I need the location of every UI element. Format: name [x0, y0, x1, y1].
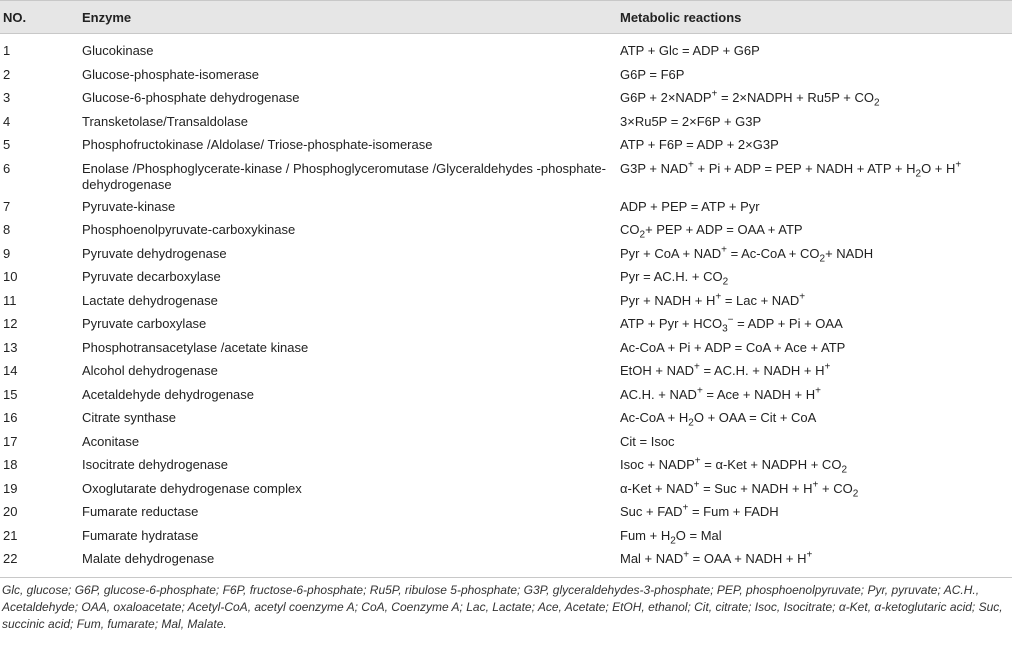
row-enzyme: Alcohol dehydrogenase — [82, 363, 218, 378]
row-reaction: Fum + $H_2O$ = Mal — [620, 527, 722, 547]
row-reaction: $CO_2+$ PEP + ADP = OAA + ATP — [620, 222, 803, 241]
row-reaction: α-Ket + NAD+ = Suc + NADH + $H^+ + CO_2$ — [620, 479, 859, 500]
row-reaction: AC.H. + NAD+ = Ace + NADH + H+ — [620, 385, 821, 402]
table-row — [0, 455, 1012, 479]
table-row — [0, 385, 1012, 409]
table-row — [0, 502, 1012, 526]
row-reaction: Pyr + CoA + $NAD^+ = Ac-CoA + CO_2+$ NADH — [620, 244, 874, 265]
row-number: 7 — [3, 198, 11, 214]
row-enzyme: Malate dehydrogenase — [82, 551, 215, 566]
row-number: 9 — [3, 245, 11, 261]
row-enzyme: Pyruvate-kinase — [82, 198, 176, 214]
table-row — [0, 408, 1012, 432]
table-row — [0, 112, 1012, 136]
row-enzyme: Phosphofructokinase /Aldolase/ Triose-phosphate-isomerase — [82, 137, 433, 152]
table-row — [0, 267, 1012, 291]
header-no: NO. — [3, 9, 27, 25]
row-reaction: ATP + F6P = ADP + 2×G3P — [620, 137, 779, 152]
row-reaction: ATP + Glc = ADP + G6P — [620, 43, 760, 58]
row-number: 15 — [3, 386, 18, 402]
table-row — [0, 361, 1012, 385]
row-number: 6 — [3, 160, 11, 176]
row-enzyme: Fumarate reductase — [82, 504, 199, 519]
row-enzyme: Acetaldehyde dehydrogenase — [82, 386, 255, 402]
table-row — [0, 432, 1012, 456]
row-number: 2 — [3, 66, 11, 82]
table-row — [0, 220, 1012, 244]
row-number: 19 — [3, 480, 18, 496]
table-row — [0, 291, 1012, 315]
row-number: 17 — [3, 433, 18, 449]
row-number: 4 — [3, 113, 11, 129]
table-header — [0, 0, 1012, 34]
row-enzyme: Enolase /Phosphoglycerate-kinase / Phosphoglyceromutase /Glyceraldehydes -phosphate-dehydrogenase — [82, 160, 606, 192]
row-enzyme: Pyruvate carboxylase — [82, 316, 207, 331]
row-reaction: G6P = F6P — [620, 66, 685, 82]
table-row — [0, 88, 1012, 112]
row-reaction: Cit = Isoc — [620, 433, 675, 449]
row-number: 13 — [3, 339, 18, 355]
row-enzyme: Pyruvate dehydrogenase — [82, 245, 227, 261]
table-row — [0, 135, 1012, 159]
table-row — [0, 244, 1012, 268]
row-number: 10 — [3, 269, 18, 284]
table-row — [0, 197, 1012, 221]
row-reaction: ATP + Pyr + $HCO_3^-$ = ADP + Pi + OAA — [620, 314, 843, 335]
row-enzyme: Isocitrate dehydrogenase — [82, 457, 228, 472]
table-row — [0, 526, 1012, 550]
row-reaction: $Ac-CoA + H_2O$ + OAA = Cit + CoA — [620, 410, 817, 429]
row-reaction: Pyr + NADH + H+ = Lac + NAD+ — [620, 291, 806, 308]
row-number: 1 — [3, 43, 11, 58]
row-enzyme: Glucose-6-phosphate dehydrogenase — [82, 90, 300, 105]
row-enzyme: Lactate dehydrogenase — [82, 292, 218, 308]
row-number: 12 — [3, 316, 18, 331]
table-row — [0, 159, 1012, 197]
row-reaction: EtOH + NAD+ = AC.H. + NADH + H+ — [620, 361, 831, 378]
table-row — [0, 41, 1012, 65]
row-number: 22 — [3, 551, 18, 566]
row-enzyme: Fumarate hydratase — [82, 527, 199, 543]
row-enzyme: Citrate synthase — [82, 410, 176, 425]
row-enzyme: Glucokinase — [82, 43, 154, 58]
row-reaction: G6P + 2×NADP+ = 2×NADPH + $Ru5P + CO_2$ — [620, 88, 880, 109]
row-enzyme: Oxoglutarate dehydrogenase complex — [82, 480, 302, 496]
row-reaction: ADP + PEP = ATP + Pyr — [620, 198, 760, 214]
table-body — [0, 34, 1012, 573]
row-reaction: 3×Ru5P = 2×F6P + G3P — [620, 113, 762, 129]
row-number: 8 — [3, 222, 11, 237]
row-enzyme: Phosphoenolpyruvate-carboxykinase — [82, 222, 296, 237]
row-reaction: G3P + NAD+ + Pi + ADP = PEP + NADH + ATP + $H_2O + H^+$ — [620, 159, 962, 180]
row-enzyme: Phosphotransacetylase /acetate kinase — [82, 339, 309, 355]
table-row — [0, 65, 1012, 89]
row-number: 5 — [3, 137, 11, 152]
row-number: 18 — [3, 457, 18, 472]
row-number: 20 — [3, 504, 18, 519]
row-reaction: Isoc + NADP+ = α-Ket + NADPH + $CO_2$ — [620, 455, 847, 476]
table-row — [0, 549, 1012, 573]
row-enzyme: Transketolase/Transaldolase — [82, 113, 248, 129]
row-reaction: Pyr = AC.H. + $CO_2$ — [620, 269, 729, 288]
table-row — [0, 479, 1012, 503]
row-number: 3 — [3, 90, 11, 105]
row-number: 16 — [3, 410, 18, 425]
row-enzyme: Pyruvate decarboxylase — [82, 269, 221, 284]
row-number: 14 — [3, 363, 18, 378]
row-reaction: Suc + FAD+ = Fum + FADH — [620, 502, 779, 519]
row-enzyme: Aconitase — [82, 433, 140, 449]
header-reactions: Metabolic reactions — [620, 9, 742, 25]
table-footnote: Glc, glucose; G6P, glucose-6-phosphate; F6P, fructose-6-phosphate; Ru5P, ribulose 5-phosphate; G3P, glyceraldehydes-3-phosphate; PEP, phosphoenolpyruvate; Pyr, pyruvate; AC.H., Acetaldehyde; OAA, oxaloacetate; Acetyl-CoA, acetyl coenzyme A; CoA, Coenzyme A; Lac, Lactate; Ace, Acetate; EtOH, ethanol; Cit, citrate; Isoc, Isocitrate; α-Ket, α-ketoglutaric acid; Suc, succinic acid; Fum, fumarate; Mal, Malate. — [2, 582, 1003, 631]
table-row — [0, 338, 1012, 362]
row-number: 21 — [3, 527, 18, 543]
row-enzyme: Glucose-phosphate-isomerase — [82, 66, 260, 82]
row-reaction: Ac-CoA + Pi + ADP = CoA + Ace + ATP — [620, 339, 846, 355]
row-reaction: Mal + NAD+ = OAA + NADH + H+ — [620, 549, 813, 566]
table-row — [0, 314, 1012, 338]
header-enzyme: Enzyme — [82, 9, 132, 25]
row-number: 11 — [3, 292, 17, 308]
